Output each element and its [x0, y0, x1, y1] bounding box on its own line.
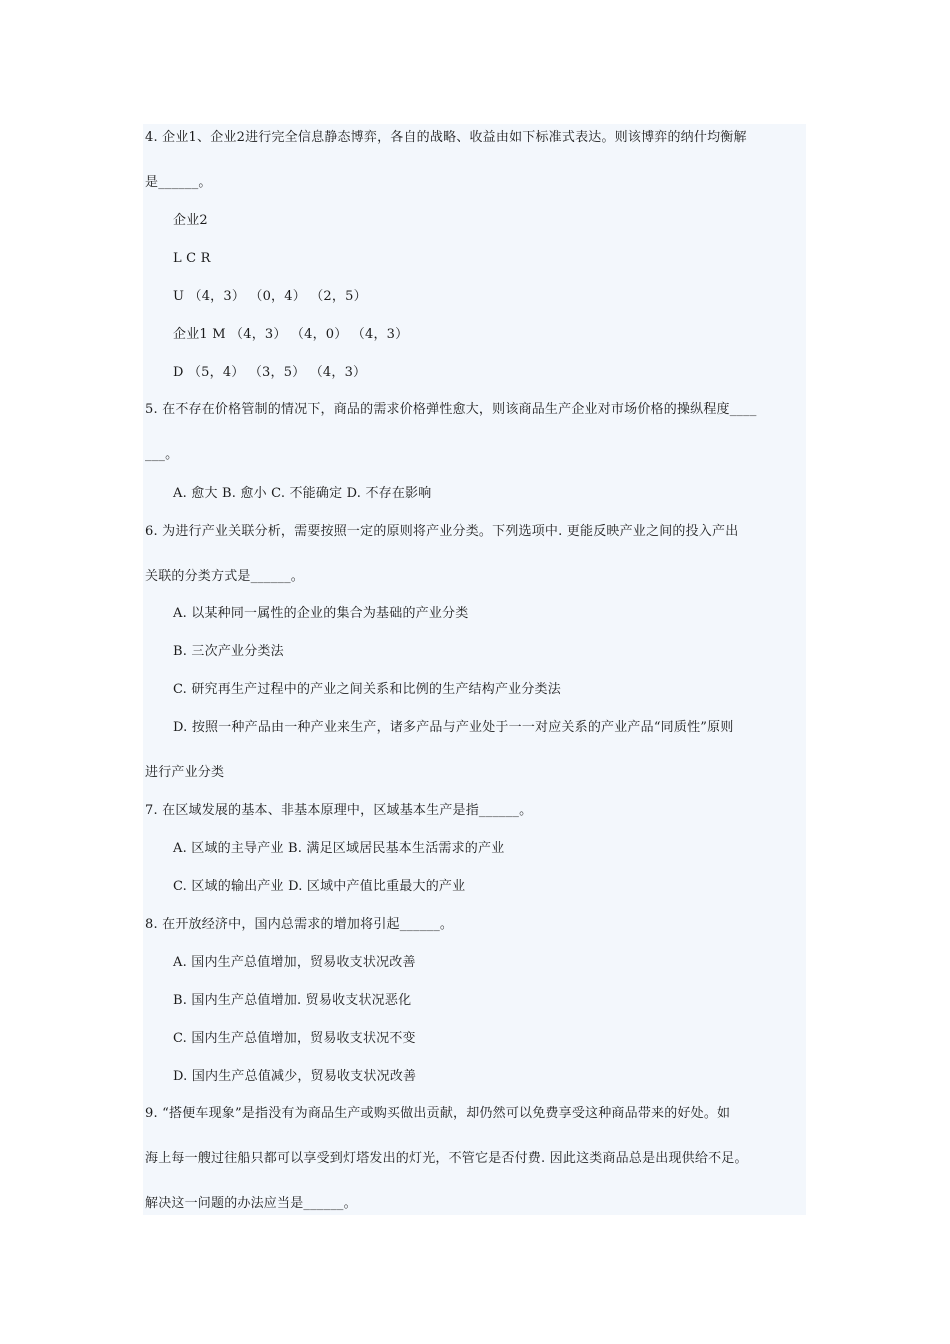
- question-6-option-b: B. 三次产业分类法: [173, 644, 284, 659]
- question-4-line-2: 是______。: [145, 175, 212, 190]
- question-8: 8. 在开放经济中，国内总需求的增加将引起______。: [145, 917, 454, 932]
- question-8-option-c: C. 国内生产总值增加，贸易收支状况不变: [173, 1031, 416, 1046]
- question-7-options-ab: A. 区域的主导产业 B. 满足区域居民基本生活需求的产业: [173, 841, 505, 856]
- payoff-row-d: D （5，4） （3，5） （4，3）: [173, 365, 367, 380]
- question-9-line-3: 解决这一问题的办法应当是______。: [145, 1196, 357, 1211]
- question-9-line-2: 海上每一艘过往船只都可以享受到灯塔发出的灯光，不管它是否付费. 因此这类商品总是出现供给不足。: [145, 1151, 748, 1166]
- payoff-header-firm2: 企业2: [173, 213, 208, 228]
- question-9-line-1: 9. “搭便车现象”是指没有为商品生产或购买做出贡献，却仍然可以免费享受这种商品带来的好处。如: [145, 1106, 731, 1121]
- question-8-option-a: A. 国内生产总值增加，贸易收支状况改善: [173, 955, 416, 970]
- question-6-option-a: A. 以某种同一属性的企业的集合为基础的产业分类: [173, 606, 469, 621]
- payoff-columns: L C R: [173, 251, 211, 266]
- payoff-row-u: U （4，3） （0，4） （2，5）: [173, 289, 367, 304]
- question-6-line-1: 6. 为进行产业关联分析，需要按照一定的原则将产业分类。下列选项中. 更能反映产业之间的投入产出: [145, 524, 739, 539]
- question-8-option-d: D. 国内生产总值减少，贸易收支状况改善: [173, 1069, 417, 1084]
- question-8-option-b: B. 国内生产总值增加. 贸易收支状况恶化: [173, 993, 412, 1008]
- question-7: 7. 在区域发展的基本、非基本原理中，区域基本生产是指______。: [145, 803, 533, 818]
- question-4-line-1: 4. 企业1、企业2进行完全信息静态博弈，各自的战略、收益由如下标准式表达。则该博弈的纳什均衡解: [145, 130, 747, 145]
- question-6-option-d-line-1: D. 按照一种产品由一种产业来生产，诸多产品与产业处于一一对应关系的产业产品“同质性”原则: [173, 720, 734, 735]
- question-5-line-2: ___。: [145, 447, 179, 462]
- question-5-options: A. 愈大 B. 愈小 C. 不能确定 D. 不存在影响: [173, 486, 432, 501]
- payoff-row-m: 企业1 M （4，3） （4，0） （4，3）: [173, 327, 409, 342]
- question-6-option-d-line-2: 进行产业分类: [145, 765, 225, 780]
- question-6-option-c: C. 研究再生产过程中的产业之间关系和比例的生产结构产业分类法: [173, 682, 561, 697]
- question-7-options-cd: C. 区域的输出产业 D. 区域中产值比重最大的产业: [173, 879, 466, 894]
- document-content: [143, 124, 806, 1215]
- question-5-line-1: 5. 在不存在价格管制的情况下，商品的需求价格弹性愈大，则该商品生产企业对市场价格的操纵程度____: [145, 402, 757, 417]
- question-6-line-2: 关联的分类方式是______。: [145, 569, 305, 584]
